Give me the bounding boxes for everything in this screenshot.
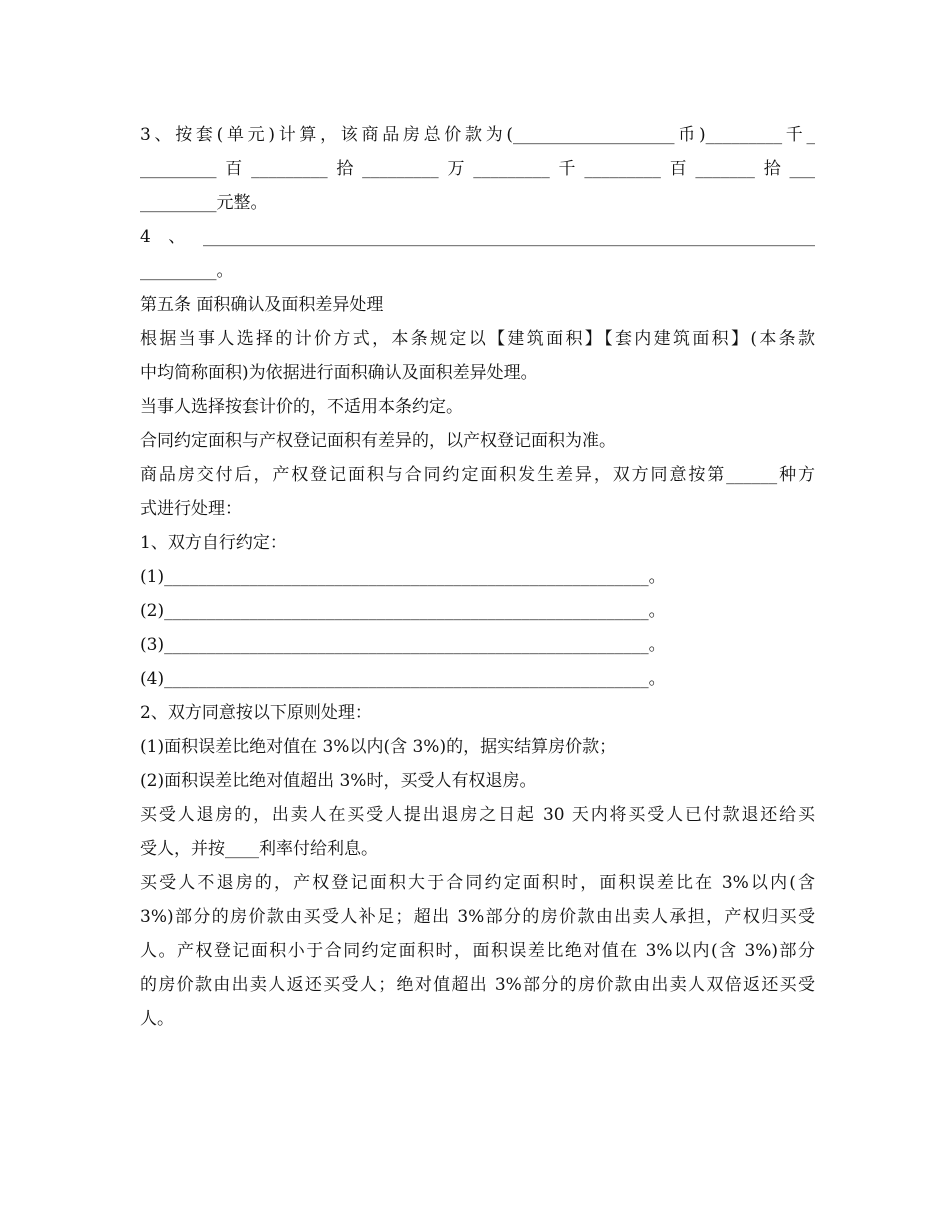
paragraph-no-refund-line-3: 人。产权登记面积小于合同约定面积时，面积误差比绝对值在 3%以内(含 3%)部分 — [140, 941, 815, 961]
option-2-rule-1: (1)面积误差比绝对值在 3%以内(含 3%)的，据实结算房价款； — [140, 737, 617, 757]
option-2-rule-2: (2)面积误差比绝对值超出 3%时，买受人有权退房。 — [140, 771, 537, 791]
clause-3-total-price-line-1: 3、按套(单元)计算，该商品房总价款为(___________________币)_________千_ — [140, 125, 815, 145]
paragraph-difference-method-line-1: 商品房交付后，产权登记面积与合同约定面积发生差异，双方同意按第______种方 — [140, 465, 815, 485]
paragraph-area-basis-line-1: 根据当事人选择的计价方式，本条规定以【建筑面积】【套内建筑面积】(本条款 — [140, 329, 815, 349]
option-2-heading: 2、双方同意按以下原则处理： — [140, 703, 372, 723]
paragraph-no-refund-line-5: 人。 — [140, 1009, 174, 1029]
clause-4-blank-line-1: 4、________________________________________________________________________ — [140, 227, 815, 247]
option-1-heading: 1、双方自行约定： — [140, 533, 287, 553]
paragraph-per-unit-exception: 当事人选择按套计价的，不适用本条约定。 — [140, 397, 463, 417]
clause-3-total-price-line-2: _________百_________拾_________万_________千_________百_______拾___ — [140, 159, 815, 179]
paragraph-no-refund-line-4: 的房价款由出卖人返还买受人；绝对值超出 3%部分的房价款由出卖人双倍返还买受 — [140, 975, 815, 995]
paragraph-refund-line-2: 受人，并按____利率付给利息。 — [140, 839, 378, 859]
clause-4-blank-line-2: _________。 — [140, 261, 234, 281]
contract-body — [140, 118, 815, 1036]
paragraph-no-refund-line-1: 买受人不退房的，产权登记面积大于合同约定面积时，面积误差比在 3%以内(含 — [140, 873, 815, 893]
option-1-item-1: (1)_________________________________________________________。 — [140, 567, 666, 587]
clause-3-total-price-line-3: _________元整。 — [140, 193, 268, 213]
paragraph-area-basis-line-2: 中均简称面积)为依据进行面积确认及面积差异处理。 — [140, 363, 538, 383]
paragraph-no-refund-line-2: 3%)部分的房价款由买受人补足；超出 3%部分的房价款由出卖人承担，产权归买受 — [140, 907, 815, 927]
paragraph-difference-method-line-2: 式进行处理： — [140, 499, 242, 519]
option-1-item-3: (3)_________________________________________________________。 — [140, 635, 666, 655]
paragraph-registered-area-prevails: 合同约定面积与产权登记面积有差异的，以产权登记面积为准。 — [140, 431, 616, 451]
article-5-heading: 第五条 面积确认及面积差异处理 — [140, 295, 384, 315]
paragraph-refund-line-1: 买受人退房的，出卖人在买受人提出退房之日起 30 天内将买受人已付款退还给买 — [140, 805, 815, 825]
option-1-item-2: (2)_________________________________________________________。 — [140, 601, 666, 621]
option-1-item-4: (4)_________________________________________________________。 — [140, 669, 666, 689]
